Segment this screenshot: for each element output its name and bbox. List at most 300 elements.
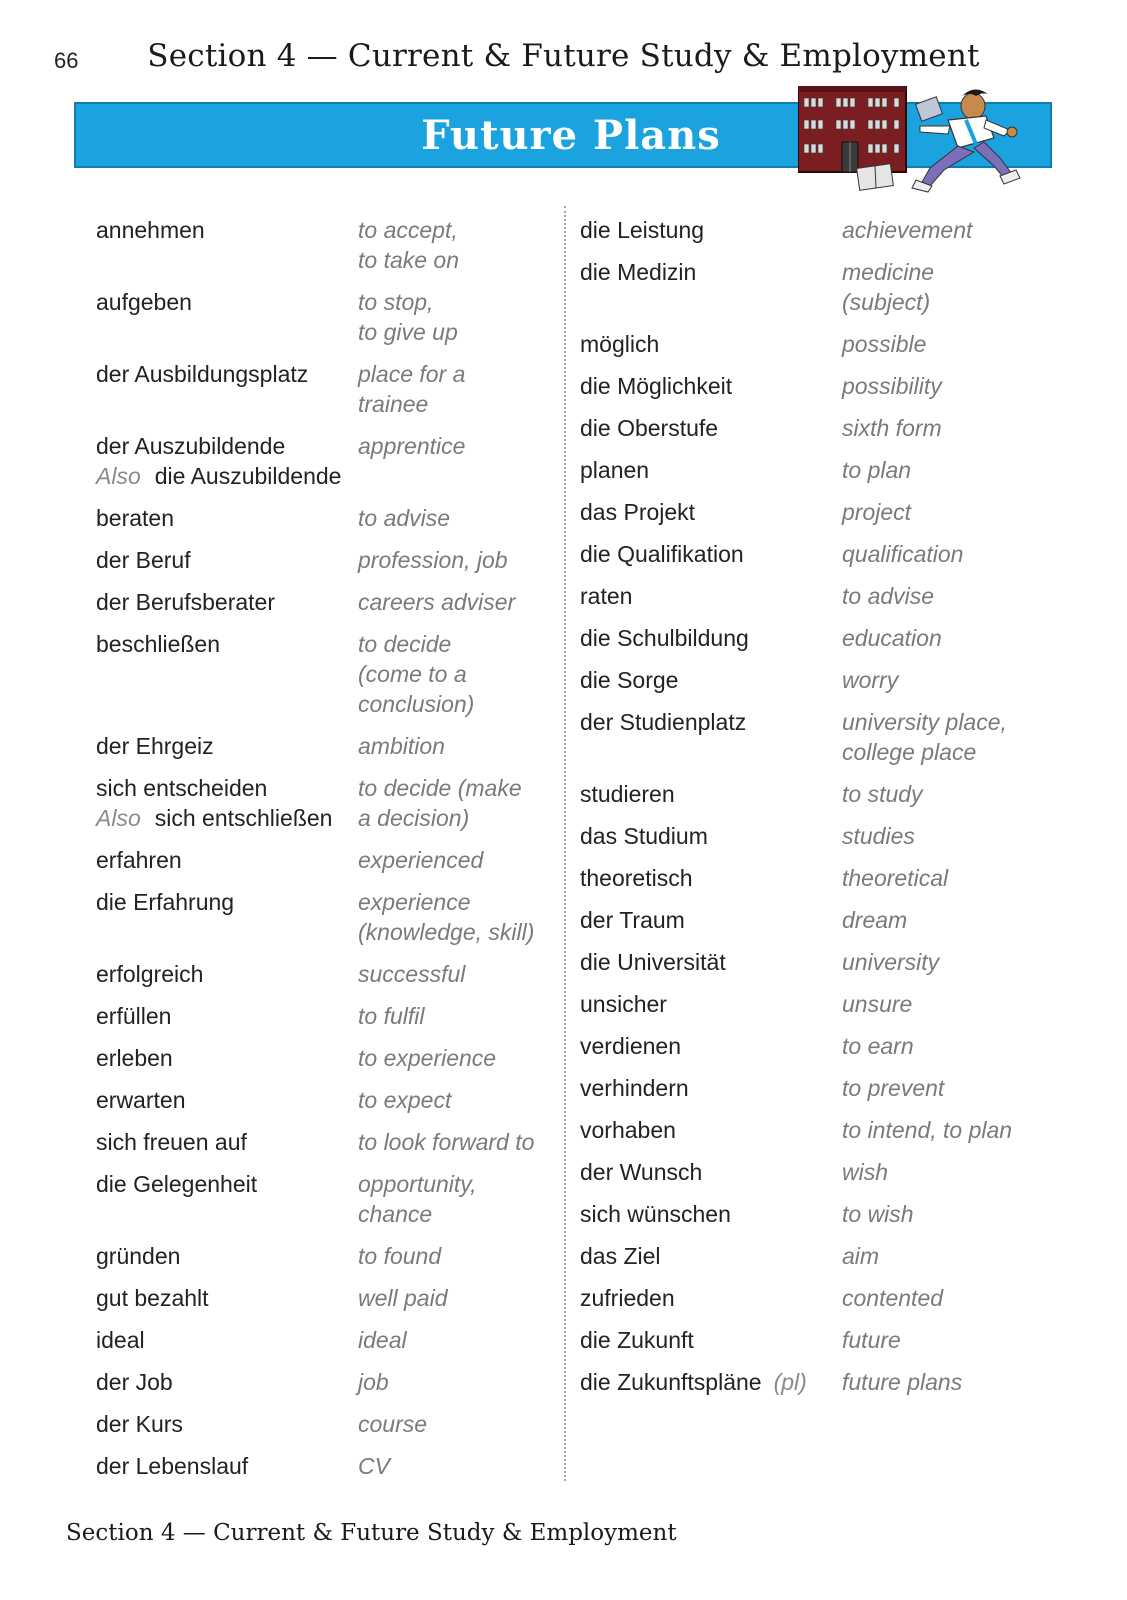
vocab-entry — [580, 539, 1050, 569]
translation-line: future plans — [842, 1369, 963, 1395]
german-word — [96, 1325, 358, 1355]
german-word-text: sich entscheiden — [96, 775, 268, 801]
english-translation — [842, 1283, 1050, 1313]
translation-line: successful — [358, 961, 466, 987]
german-term — [580, 863, 842, 893]
translation-line: profession, job — [358, 547, 508, 573]
german-word — [580, 371, 842, 401]
english-translation — [358, 503, 556, 533]
also-word: sich entschließen — [154, 805, 333, 831]
translation-line: to advise — [842, 583, 935, 609]
german-term — [580, 371, 842, 401]
vocab-entry — [96, 587, 556, 617]
german-word-text: die Universität — [580, 949, 726, 975]
german-word — [580, 1283, 842, 1313]
vocab-entry — [96, 359, 556, 419]
german-term — [580, 1073, 842, 1103]
translation-line: to study — [842, 781, 923, 807]
translation-line: to take on — [358, 247, 460, 273]
german-word — [96, 215, 358, 245]
english-translation — [358, 1001, 556, 1031]
vocab-entry — [580, 1157, 1050, 1187]
german-word — [580, 1031, 842, 1061]
english-translation — [358, 959, 556, 989]
english-translation — [842, 905, 1050, 935]
translation-line: dream — [842, 907, 908, 933]
german-term — [580, 215, 842, 245]
german-word — [96, 431, 358, 461]
german-word — [96, 359, 358, 389]
english-translation — [358, 1085, 556, 1115]
vocab-entry — [580, 1367, 1050, 1397]
vocab-entry — [96, 959, 556, 989]
vocab-entry — [580, 947, 1050, 977]
translation-line: conclusion) — [358, 691, 475, 717]
alternative-form — [96, 461, 358, 491]
translation-line: to intend, to plan — [842, 1117, 1013, 1143]
german-word — [580, 1115, 842, 1145]
german-word — [580, 1325, 842, 1355]
vocab-entry — [96, 545, 556, 575]
vocab-entry — [580, 413, 1050, 443]
german-term — [96, 431, 358, 491]
german-word-text: möglich — [580, 331, 660, 357]
english-translation — [842, 371, 1050, 401]
german-word — [580, 497, 842, 527]
vocab-entry — [580, 455, 1050, 485]
translation-line: to fulfil — [358, 1003, 425, 1029]
translation-line: medicine — [842, 259, 935, 285]
german-word — [96, 773, 358, 803]
german-term — [96, 1169, 358, 1229]
german-word-text: der Berufsberater — [96, 589, 275, 615]
vocab-entry — [580, 863, 1050, 893]
vocab-entry — [580, 707, 1050, 767]
german-term — [96, 359, 358, 419]
german-term — [580, 623, 842, 653]
vocab-entry — [96, 1169, 556, 1229]
english-translation — [842, 1031, 1050, 1061]
translation-line: education — [842, 625, 942, 651]
translation-line: to stop, — [358, 289, 434, 315]
english-translation — [842, 989, 1050, 1019]
german-word-text: beschließen — [96, 631, 221, 657]
translation-line: worry — [842, 667, 899, 693]
translation-line: chance — [358, 1201, 433, 1227]
section-header-text: Section 4 — Current & Future Study & Employment — [147, 38, 980, 74]
german-word — [96, 1001, 358, 1031]
translation-line: achievement — [842, 217, 973, 243]
translation-line: to advise — [358, 505, 451, 531]
column-divider — [564, 206, 566, 1481]
translation-line: experience — [358, 889, 471, 915]
german-term — [580, 905, 842, 935]
german-term — [96, 587, 358, 617]
english-translation — [842, 1367, 1050, 1397]
english-translation — [358, 1409, 556, 1439]
translation-line: ambition — [358, 733, 445, 759]
also-label: Also — [96, 463, 141, 489]
german-word — [580, 707, 842, 737]
german-term — [96, 887, 358, 947]
german-word-text: verhindern — [580, 1075, 689, 1101]
german-word — [96, 1127, 358, 1157]
vocab-entry — [580, 581, 1050, 611]
english-translation — [842, 1157, 1050, 1187]
english-translation — [842, 665, 1050, 695]
german-term — [96, 1043, 358, 1073]
translation-line: to experience — [358, 1045, 497, 1071]
german-word-text: die Möglichkeit — [580, 373, 733, 399]
vocab-entry — [96, 1241, 556, 1271]
vocab-entry — [580, 779, 1050, 809]
english-translation — [842, 497, 1050, 527]
translation-line: studies — [842, 823, 915, 849]
german-word-text: der Ausbildungsplatz — [96, 361, 309, 387]
german-word-text: raten — [580, 583, 633, 609]
translation-line: to plan — [842, 457, 912, 483]
vocab-entry — [96, 1043, 556, 1073]
translation-line: to earn — [842, 1033, 914, 1059]
english-translation — [842, 821, 1050, 851]
german-word-text: erleben — [96, 1045, 173, 1071]
german-term — [580, 989, 842, 1019]
translation-line: theoretical — [842, 865, 949, 891]
vocab-entry — [580, 257, 1050, 317]
vocab-entry — [580, 1283, 1050, 1313]
english-translation — [358, 773, 556, 833]
page-footer: Section 4 — Current & Future Study & Employment — [66, 1520, 677, 1546]
german-term — [96, 1325, 358, 1355]
german-word — [96, 587, 358, 617]
english-translation — [358, 887, 556, 947]
german-term — [580, 413, 842, 443]
translation-line: (knowledge, skill) — [358, 919, 535, 945]
german-word-text: aufgeben — [96, 289, 192, 315]
english-translation — [358, 1241, 556, 1271]
english-translation — [358, 1283, 556, 1313]
vocab-entry — [580, 1031, 1050, 1061]
german-word-text: sich freuen auf — [96, 1129, 247, 1155]
english-translation — [358, 359, 556, 419]
vocab-entry — [580, 623, 1050, 653]
vocab-entry — [580, 215, 1050, 245]
german-word-text: zufrieden — [580, 1285, 675, 1311]
translation-line: trainee — [358, 391, 429, 417]
translation-line: possible — [842, 331, 927, 357]
german-word — [580, 989, 842, 1019]
german-word — [96, 1085, 358, 1115]
translation-line: experienced — [358, 847, 484, 873]
banner-title: Future Plans — [421, 112, 721, 159]
german-word-text: vorhaben — [580, 1117, 676, 1143]
translation-line: university place, — [842, 709, 1007, 735]
german-term — [96, 1409, 358, 1439]
german-term — [96, 503, 358, 533]
german-term — [580, 1031, 842, 1061]
german-word — [96, 545, 358, 575]
english-translation — [842, 779, 1050, 809]
german-term — [96, 959, 358, 989]
translation-line: university — [842, 949, 940, 975]
school-runner-illustration — [798, 86, 1038, 196]
translation-line: to accept, — [358, 217, 458, 243]
german-word-text: erfahren — [96, 847, 182, 873]
english-translation — [842, 215, 1050, 245]
german-term — [96, 773, 358, 833]
german-word-text: gründen — [96, 1243, 181, 1269]
english-translation — [358, 1325, 556, 1355]
german-word-text: die Zukunft — [580, 1327, 694, 1353]
english-translation — [358, 1367, 556, 1397]
vocab-entry — [96, 1283, 556, 1313]
english-translation — [842, 455, 1050, 485]
german-word-text: die Gelegenheit — [96, 1171, 258, 1197]
translation-line: place for a — [358, 361, 466, 387]
page-number: 66 — [54, 48, 79, 73]
german-word — [96, 1283, 358, 1313]
german-word — [580, 1073, 842, 1103]
german-word — [580, 581, 842, 611]
german-word — [96, 503, 358, 533]
translation-line: to look forward to — [358, 1129, 535, 1155]
german-term — [96, 1367, 358, 1397]
translation-line: college place — [842, 739, 977, 765]
english-translation — [842, 413, 1050, 443]
vocab-entry — [580, 329, 1050, 359]
translation-line: aim — [842, 1243, 880, 1269]
german-word-text: ideal — [96, 1327, 145, 1353]
vocab-entry — [580, 497, 1050, 527]
german-term — [96, 287, 358, 347]
translation-line: ideal — [358, 1327, 407, 1353]
german-term — [96, 629, 358, 719]
german-term — [96, 845, 358, 875]
german-word-text: der Lebenslauf — [96, 1453, 249, 1479]
translation-line: project — [842, 499, 912, 525]
vocab-entry — [580, 1241, 1050, 1271]
translation-line: careers adviser — [358, 589, 516, 615]
german-term — [580, 1157, 842, 1187]
german-term — [580, 1367, 842, 1397]
translation-line: to found — [358, 1243, 442, 1269]
german-word-text: die Zukunftspläne — [580, 1369, 762, 1395]
english-translation — [358, 431, 556, 491]
english-translation — [358, 1043, 556, 1073]
german-word-text: das Projekt — [580, 499, 696, 525]
german-word — [96, 845, 358, 875]
translation-line: to wish — [842, 1201, 914, 1227]
vocab-column-right — [580, 215, 1050, 1409]
german-word — [96, 731, 358, 761]
vocab-entry — [96, 1127, 556, 1157]
german-word — [580, 779, 842, 809]
english-translation — [358, 731, 556, 761]
english-translation — [842, 257, 1050, 317]
translation-line: to decide (make — [358, 775, 522, 801]
german-word-text: der Traum — [580, 907, 685, 933]
english-translation — [358, 1127, 556, 1157]
german-word-text: die Erfahrung — [96, 889, 235, 915]
german-word-text: sich wünschen — [580, 1201, 731, 1227]
english-translation — [842, 1325, 1050, 1355]
german-word-text: erfüllen — [96, 1003, 172, 1029]
vocab-entry — [96, 731, 556, 761]
german-word — [96, 1241, 358, 1271]
vocab-entry — [580, 665, 1050, 695]
german-word-text: annehmen — [96, 217, 205, 243]
german-word — [580, 863, 842, 893]
vocab-entry — [580, 1325, 1050, 1355]
german-word — [96, 629, 358, 659]
german-term — [580, 707, 842, 767]
german-word-text: studieren — [580, 781, 675, 807]
german-word — [96, 1409, 358, 1439]
english-translation — [842, 947, 1050, 977]
german-word-text: erfolgreich — [96, 961, 204, 987]
german-term — [96, 1001, 358, 1031]
translation-line: (subject) — [842, 289, 931, 315]
german-term — [580, 1199, 842, 1229]
english-translation — [842, 581, 1050, 611]
translation-line: (come to a — [358, 661, 467, 687]
german-word-text: der Job — [96, 1369, 173, 1395]
german-word-text: die Leistung — [580, 217, 705, 243]
german-word-text: der Kurs — [96, 1411, 183, 1437]
english-translation — [358, 1451, 556, 1481]
german-word — [580, 215, 842, 245]
vocab-entry — [580, 371, 1050, 401]
english-translation — [842, 623, 1050, 653]
translation-line: unsure — [842, 991, 913, 1017]
german-word-text: der Auszubildende — [96, 433, 286, 459]
german-term — [580, 665, 842, 695]
german-word-text: der Studienplatz — [580, 709, 747, 735]
vocab-entry — [96, 629, 556, 719]
translation-line: to give up — [358, 319, 458, 345]
translation-line: to expect — [358, 1087, 452, 1113]
german-word-text: der Beruf — [96, 547, 191, 573]
english-translation — [842, 1199, 1050, 1229]
german-word — [96, 1367, 358, 1397]
vocab-entry — [96, 431, 556, 491]
english-translation — [358, 215, 556, 275]
german-word-text: die Schulbildung — [580, 625, 749, 651]
german-term — [580, 1283, 842, 1313]
german-word-text: erwarten — [96, 1087, 186, 1113]
german-term — [580, 539, 842, 569]
german-term — [96, 1241, 358, 1271]
vocab-entry — [96, 287, 556, 347]
plural-marker: (pl) — [773, 1369, 807, 1395]
german-word-text: gut bezahlt — [96, 1285, 209, 1311]
german-word — [96, 887, 358, 917]
german-word-text: die Qualifikation — [580, 541, 744, 567]
german-term — [580, 497, 842, 527]
german-term — [580, 257, 842, 317]
vocab-entry — [580, 1115, 1050, 1145]
english-translation — [358, 587, 556, 617]
vocab-entry — [96, 503, 556, 533]
german-word — [580, 1241, 842, 1271]
german-word-text: unsicher — [580, 991, 667, 1017]
german-word-text: die Sorge — [580, 667, 679, 693]
german-term — [580, 1115, 842, 1145]
translation-line: CV — [358, 1453, 390, 1479]
german-word-text: die Medizin — [580, 259, 697, 285]
german-word-text: planen — [580, 457, 650, 483]
german-word-text: die Oberstufe — [580, 415, 719, 441]
german-word — [580, 329, 842, 359]
german-term — [580, 455, 842, 485]
german-term — [96, 545, 358, 575]
vocab-entry — [580, 1073, 1050, 1103]
vocab-entry — [96, 1085, 556, 1115]
also-word: die Auszubildende — [154, 463, 342, 489]
german-word — [580, 1199, 842, 1229]
german-word — [96, 1043, 358, 1073]
english-translation — [842, 863, 1050, 893]
translation-line: a decision) — [358, 805, 470, 831]
german-word — [580, 413, 842, 443]
vocab-entry — [96, 1409, 556, 1439]
alternative-form — [96, 803, 358, 833]
german-term — [580, 329, 842, 359]
english-translation — [358, 1169, 556, 1229]
german-word-text: das Studium — [580, 823, 708, 849]
german-word — [96, 1451, 358, 1481]
german-word — [96, 959, 358, 989]
german-word — [580, 821, 842, 851]
translation-line: job — [358, 1369, 389, 1395]
translation-line: possibility — [842, 373, 942, 399]
vocab-entry — [96, 1367, 556, 1397]
english-translation — [358, 845, 556, 875]
translation-line: course — [358, 1411, 428, 1437]
english-translation — [358, 629, 556, 719]
english-translation — [842, 329, 1050, 359]
english-translation — [842, 1241, 1050, 1271]
translation-line: apprentice — [358, 433, 466, 459]
translation-line: qualification — [842, 541, 964, 567]
german-word-text: beraten — [96, 505, 175, 531]
german-term — [580, 581, 842, 611]
german-term — [96, 1451, 358, 1481]
german-term — [96, 731, 358, 761]
german-word-text: das Ziel — [580, 1243, 661, 1269]
english-translation — [842, 707, 1050, 767]
vocab-entry — [580, 821, 1050, 851]
english-translation — [358, 287, 556, 347]
german-word — [580, 539, 842, 569]
german-word — [580, 455, 842, 485]
german-word — [580, 947, 842, 977]
german-word-text: der Ehrgeiz — [96, 733, 214, 759]
section-header — [0, 38, 1127, 74]
german-word — [580, 257, 842, 287]
german-word — [580, 665, 842, 695]
german-word — [96, 287, 358, 317]
translation-line: well paid — [358, 1285, 448, 1311]
vocab-entry — [96, 845, 556, 875]
vocab-entry — [96, 215, 556, 275]
german-word — [580, 1157, 842, 1187]
vocab-entry — [96, 1001, 556, 1031]
translation-line: to decide — [358, 631, 452, 657]
german-term — [96, 1085, 358, 1115]
german-term — [580, 779, 842, 809]
vocab-entry — [580, 989, 1050, 1019]
